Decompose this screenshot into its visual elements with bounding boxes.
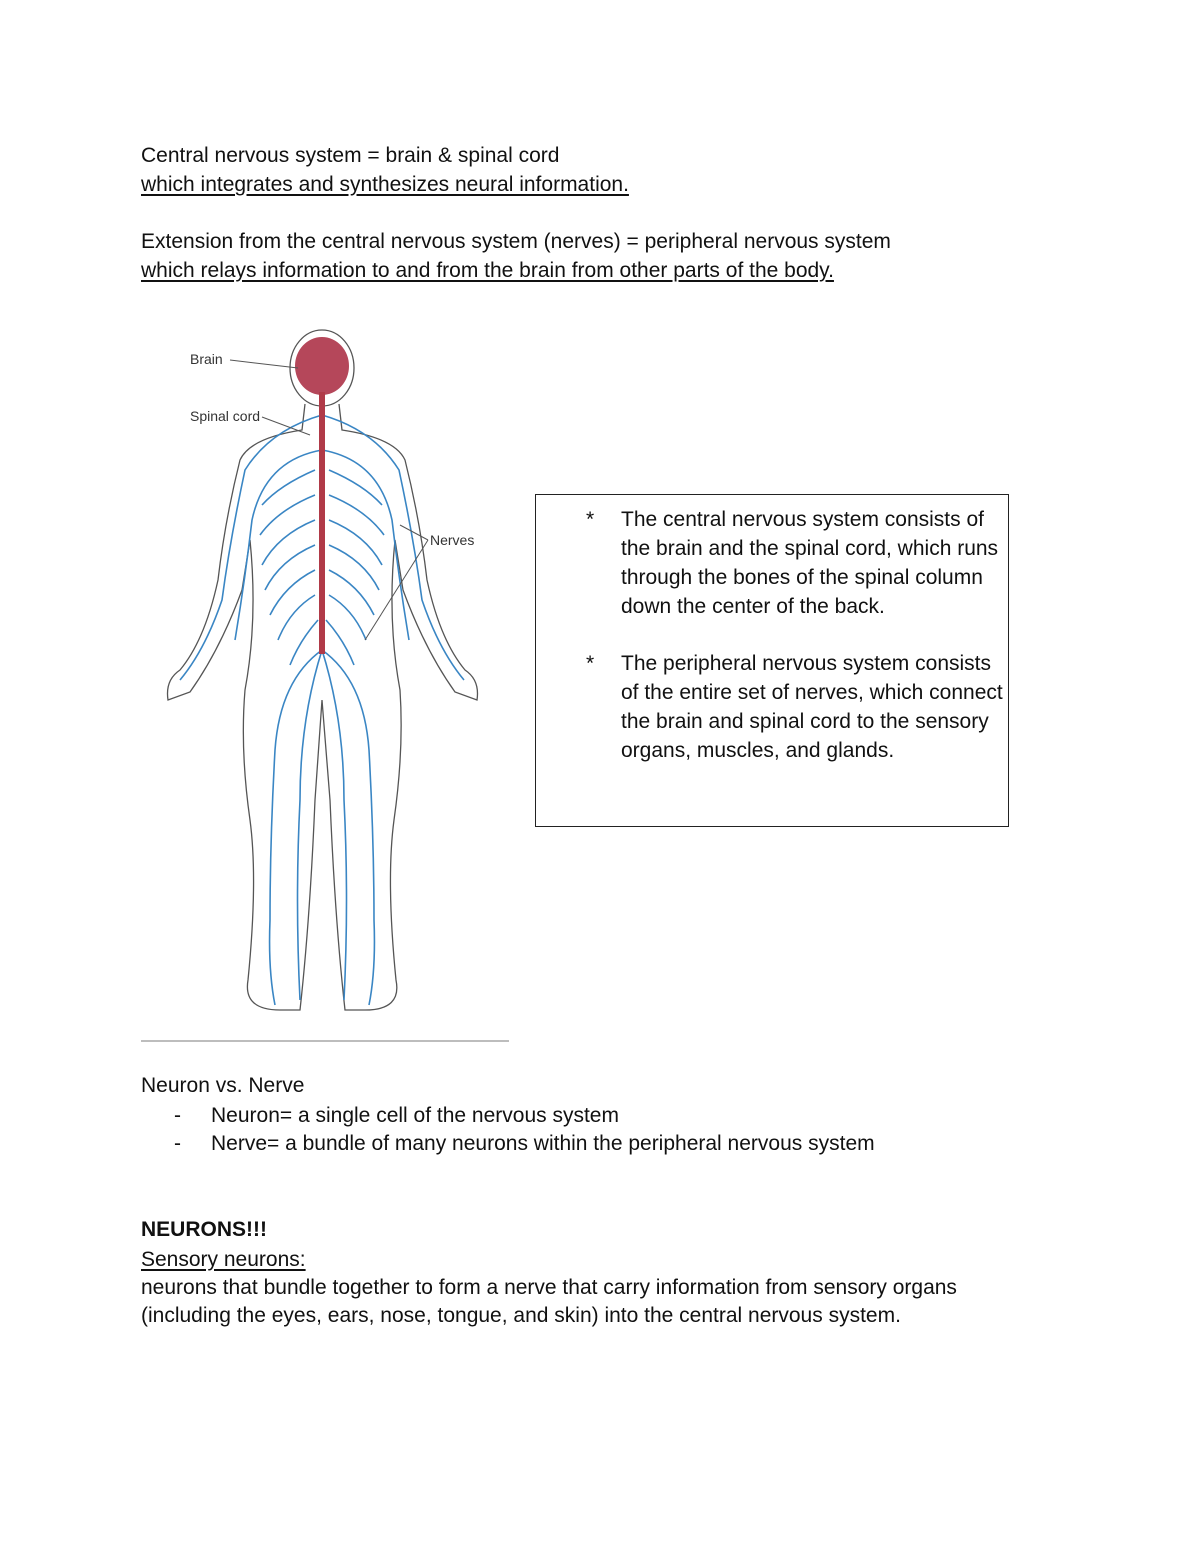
sensory-neurons-title: Sensory neurons: <box>141 1248 306 1271</box>
sensory-neurons-desc-1: neurons that bundle together to form a nerve that carry information from sensory organs <box>141 1276 957 1299</box>
sensory-neurons-desc-2: (including the eyes, ears, nose, tongue, and skin) into the central nervous system. <box>141 1304 901 1327</box>
info-bullet-text: The central nervous system consists of the brain and the spinal cord, which runs through the bones of the spinal column down the center of the back. <box>621 508 999 618</box>
brain-shape <box>295 337 349 395</box>
neuron-definition: Neuron= a single cell of the nervous system <box>211 1104 619 1127</box>
figure-divider <box>141 1040 509 1042</box>
info-bullet-text: The peripheral nervous system consists of the entire set of nerves, which connect the brain and spinal cord to the sensory organs, muscles, and glands. <box>621 652 1003 762</box>
cns-description: which integrates and synthesizes neural information. <box>141 173 629 196</box>
label-leaders <box>230 360 428 640</box>
nervous-system-diagram <box>150 320 510 1030</box>
spinal-cord-label: Spinal cord <box>190 408 261 424</box>
nerve-definition: Nerve= a bundle of many neurons within the peripheral nervous system <box>211 1132 875 1155</box>
neurons-heading: NEURONS!!! <box>141 1218 267 1241</box>
bullet-star: * <box>586 652 595 675</box>
list-dash: - <box>174 1104 181 1127</box>
pns-description: which relays information to and from the brain from other parts of the body. <box>141 259 834 282</box>
cns-definition: Central nervous system = brain & spinal cord <box>141 144 560 167</box>
nerves-label: Nerves <box>430 532 475 548</box>
neuron-vs-nerve-title: Neuron vs. Nerve <box>141 1074 305 1097</box>
list-dash: - <box>174 1132 181 1155</box>
bullet-star: * <box>586 508 595 531</box>
spinal-cord-shape <box>319 392 325 654</box>
brain-label: Brain <box>190 351 223 367</box>
info-box <box>535 494 1009 827</box>
pns-definition: Extension from the central nervous system (nerves) = peripheral nervous system <box>141 230 891 253</box>
